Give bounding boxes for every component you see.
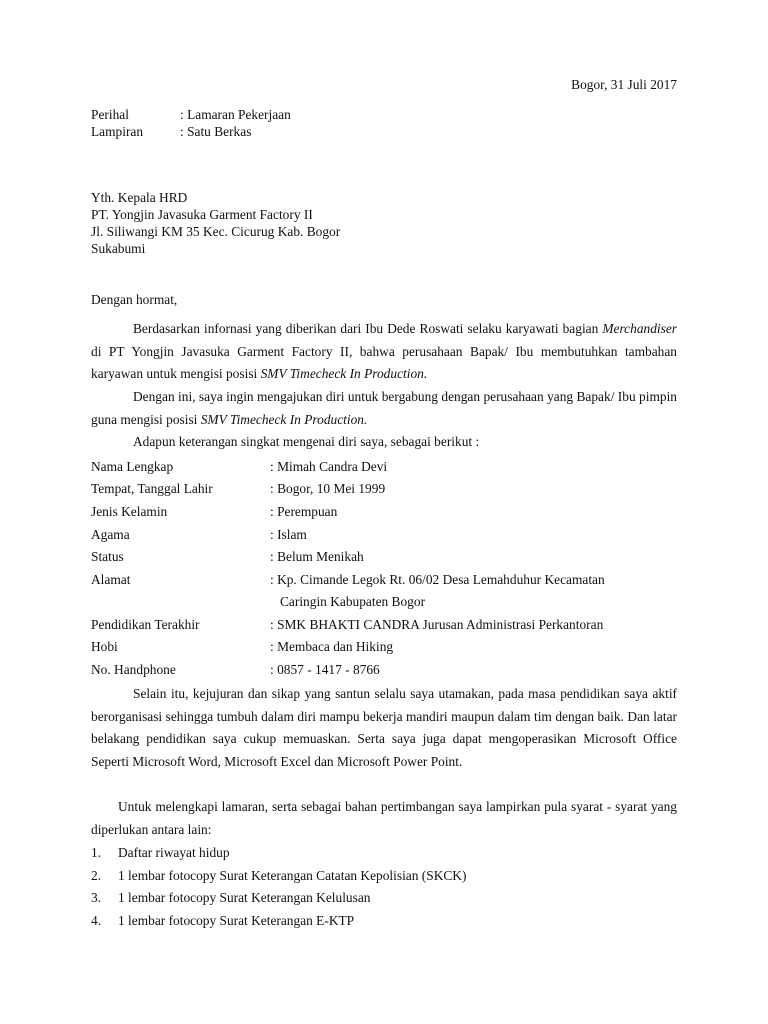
attachment-number: 4.: [91, 913, 102, 928]
paragraph-5: Untuk melengkapi lamaran, serta sebagai bahan pertimbangan saya lampirkan pula syarat - syarat yang diperlukan antara lain:: [91, 799, 677, 837]
attachment-value: : Satu Berkas: [180, 124, 252, 139]
recipient-line: Jl. Siliwangi KM 35 Kec. Cicurug Kab. Bogor: [91, 224, 341, 239]
detail-value: : Belum Menikah: [270, 549, 364, 564]
attachment-label: Lampiran: [91, 124, 144, 139]
paragraph-3: Adapun keterangan singkat mengenai diri saya, sebagai berikut :: [133, 434, 480, 449]
recipient-line: PT. Yongjin Javasuka Garment Factory II: [91, 207, 313, 222]
p1-text-c: di PT Yongjin Javasuka Garment Factory II, bahwa perusahaan Bapak/ Ibu membutuhkan tambahan karyawan untuk mengisi posisi: [91, 343, 677, 382]
detail-label: Hobi: [91, 639, 118, 654]
paragraph-2: [91, 386, 677, 431]
detail-value: : Perempuan: [270, 504, 338, 519]
detail-value: : SMK BHAKTI CANDRA Jurusan Administrasi Perkantoran: [270, 617, 604, 632]
detail-label: Status: [91, 549, 124, 564]
detail-label: Tempat, Tanggal Lahir: [91, 481, 213, 496]
p2-text-a: Dengan ini, saya ingin mengajukan diri untuk bergabung dengan perusahaan yang Bapak/ Ibu pimpin guna mengisi posisi: [91, 389, 677, 427]
p1-text-a: Berdasarkan infornasi yang diberikan dari Ibu Dede Roswati selaku karyawati bagian: [133, 321, 603, 336]
attachment-number: 3.: [91, 890, 102, 905]
detail-value: : Membaca dan Hiking: [270, 639, 394, 654]
attachment-item: Daftar riwayat hidup: [118, 845, 230, 860]
paragraph-4: Selain itu, kejujuran dan sikap yang santun selalu saya utamakan, pada masa pendidikan saya aktif berorganisasi sehingga tumbuh dalam diri mampu bekerja mandiri maupun dalam tim dengan baik. Dan latar belakang pendidikan saya cukup memuaskan. Serta saya juga dapat mengoperasikan Microsoft Office Seperti Microsoft Word, Microsoft Excel dan Microsoft Power Point.: [91, 686, 677, 769]
attachment-number: 2.: [91, 868, 102, 883]
salutation: Dengan hormat,: [91, 292, 178, 307]
attachment-item: 1 lembar fotocopy Surat Keterangan Kelulusan: [118, 890, 371, 905]
p1-position-merchandiser: Merchandiser: [602, 321, 677, 336]
p1-position-smv: SMV Timecheck In Production.: [260, 366, 428, 382]
subject-label: Perihal: [91, 107, 129, 122]
subject-value: : Lamaran Pekerjaan: [180, 107, 291, 122]
detail-value: : Kp. Cimande Legok Rt. 06/02 Desa Lemahduhur Kecamatan: [270, 572, 605, 587]
detail-label: Jenis Kelamin: [91, 504, 168, 519]
detail-label: Alamat: [91, 572, 131, 587]
detail-value: : 0857 - 1417 - 8766: [270, 662, 380, 677]
detail-label: No. Handphone: [91, 662, 176, 677]
detail-value-continued: Caringin Kabupaten Bogor: [280, 594, 426, 609]
paragraph-1: [91, 318, 677, 386]
recipient-line: Yth. Kepala HRD: [91, 190, 188, 205]
detail-value: : Islam: [270, 527, 307, 542]
recipient-line: Sukabumi: [91, 241, 146, 256]
detail-value: : Mimah Candra Devi: [270, 459, 388, 474]
p2-position-smv: SMV Timecheck In Production.: [200, 411, 368, 427]
attachment-item: 1 lembar fotocopy Surat Keterangan Catatan Kepolisian (SKCK): [118, 868, 467, 883]
detail-label: Pendidikan Terakhir: [91, 617, 200, 632]
detail-label: Nama Lengkap: [91, 459, 174, 474]
detail-value: : Bogor, 10 Mei 1999: [270, 481, 386, 496]
letter-date: Bogor, 31 Juli 2017: [571, 77, 677, 92]
detail-label: Agama: [91, 527, 130, 542]
attachment-item: 1 lembar fotocopy Surat Keterangan E-KTP: [118, 913, 355, 928]
attachment-number: 1.: [91, 845, 102, 860]
